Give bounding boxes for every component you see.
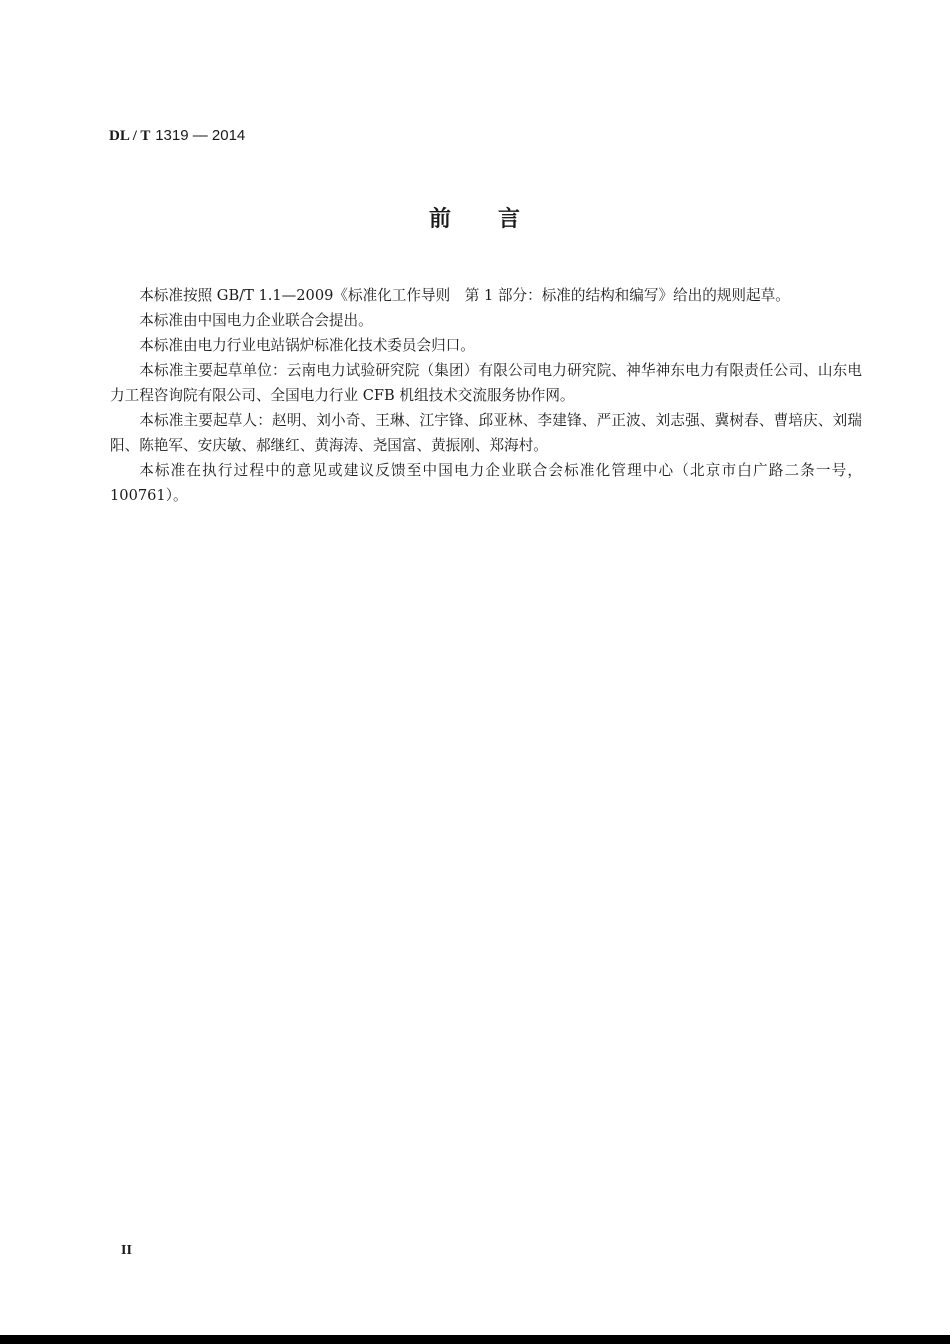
page-number: II	[121, 1243, 132, 1258]
standard-code	[109, 125, 245, 146]
standard-code-number: 1319 — 2014	[155, 127, 246, 144]
standard-code-prefix: DL / T	[109, 128, 151, 144]
paragraph-proposer: 本标准由中国电力企业联合会提出。	[139, 312, 373, 329]
paragraph-centralized-by: 本标准由电力行业电站锅炉标准化技术委员会归口。	[139, 337, 475, 354]
foreword-body	[110, 283, 862, 508]
paragraph-drafting-rules: 本标准按照 GB/T 1.1—2009《标准化工作导则 第 1 部分：标准的结构和编写》给出的规则起草。	[139, 287, 790, 304]
section-title-part1: 前	[428, 207, 452, 232]
paragraph-drafters: 本标准主要起草人：赵明、刘小奇、王琳、江宇锋、邱亚林、李建锋、严正波、刘志强、冀树春、曹培庆、刘瑞阳、陈艳军、安庆敏、郝继红、黄海涛、尧国富、黄振刚、郑海村。	[110, 412, 862, 454]
paragraph-feedback: 本标准在执行过程中的意见或建议反馈至中国电力企业联合会标准化管理中心（北京市白广路二条一号，100761）。	[110, 462, 862, 504]
paragraph-drafting-units: 本标准主要起草单位：云南电力试验研究院（集团）有限公司电力研究院、神华神东电力有限责任公司、山东电力工程咨询院有限公司、全国电力行业 CFB 机组技术交流服务协作网。	[110, 362, 862, 404]
bottom-edge	[0, 1335, 950, 1344]
section-title-part2: 言	[498, 207, 522, 232]
section-title	[0, 203, 950, 237]
